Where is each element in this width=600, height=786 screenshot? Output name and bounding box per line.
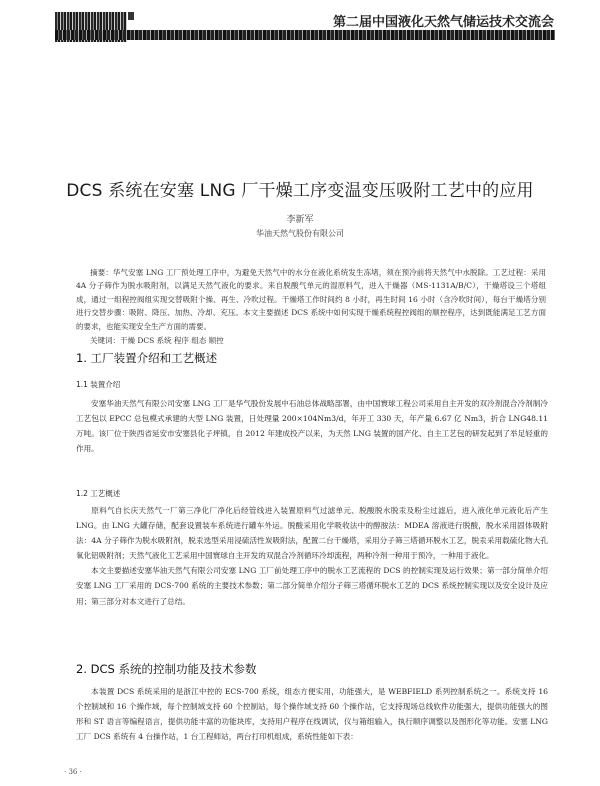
subsection-1-1-text: 安塞华油天然气有限公司安塞 LNG 工厂是华气股份发展中石油总体战略部署，由中国寰球工程公司采用自主开发的双冷剂混合冷剂制冷工艺包以 EPCC 总包模式承建的大型 LNG 装置，日处理量 200×104Nm3/d，年开工 330 天，年产量 6.67 亿 Nm3，折合 LNG48.11 万吨。该厂位于陕西省延安市安塞县化子坪镇，自 2012 年建成投产以来，为天然 LNG 装置的国产化、自主工艺包的研发起到了举足轻重的作用。: [76, 399, 548, 454]
section-1-heading: 1. 工厂装置介绍和工艺概述: [76, 351, 218, 365]
keywords: 关键词：干燥 DCS 系统 程序 组态 顺控: [90, 336, 224, 346]
page-number: · 36 ·: [64, 768, 82, 776]
subsection-1-2-heading: 1.2 工艺概述: [76, 489, 121, 498]
subsection-1-1-heading: 1.1 装置介绍: [76, 380, 121, 389]
paragraph: 原料气自长庆天然气一厂第三净化厂净化后经管线进入装置原料气过滤单元、脱酸脱水脱汞及粉尘过滤后，进入液化单元液化后产生 LNG。由 LNG 大罐存储，配套设置装车系统进行罐车外运。脱酸采用化学吸收法中的醇胺法：MDEA 溶液进行脱酸，脱水采用固体吸附法：4A 分子筛作为脱水吸附剂，脱汞选型采用浸硫活性炭吸附法，配置二台干燥塔，采用分子筛三塔循环脱水工艺，脱汞采用载硫化物大孔氧化铝吸附剂；天然气液化工艺采用中国寰球自主开发的双混合冷剂循环冷却流程，两种冷剂一种用于预冷，一种用于液化。: [76, 506, 548, 561]
subsection-1-2-text: [76, 503, 548, 609]
abstract-text: 摘要：华气安塞 LNG 工厂预处理工序中，为避免天然气中的水分在液化系统发生冻堵，须在预冷前将天然气中水脱除。工艺过程：采用 4A 分子筛作为脱水吸附剂，以满足天然气液化的要求。来自脱酸气单元的湿原料气，进入干燥器（MS-1131A/B/C），干燥塔设三个塔组成，通过一组程控阀组实现交替吸附个操、再生、冷吹过程。干燥塔工作时间约 8 小时，再生时间 16 小时（含冷吹时间），每台干燥塔分别进行交替步骤：吸附、降压、加热、冷却、充压。本文主要描述 DCS 系统中如何实现干燥系统程控阀组的顺控程序，达到既能满足工艺方面的要求，也能实现安全生产方面的需要。: [76, 268, 546, 331]
abstract: [76, 266, 546, 347]
conference-title: 第二届中国液化天然气储运技术交流会: [332, 15, 554, 30]
author: 李新军: [286, 215, 314, 225]
section-2-text: 本装置 DCS 系统采用的是浙江中控的 ECS-700 系统，组态方便实用，功能强大，是 WEBFIELD 系列控制系统之一。系统支持 16 个控制域和 16 个操作域，每个控制域支持 60 个控制站，每个操作域支持 60 个操作站，它支持现场总线软件功能强大，提供功能强大的图形和 ST 语言等编程语言，提供功能丰富的功能块库，支持用户程序在线调试，仪与箱组输入，执行顺序调整以及图形化等功能。安塞 LNG 工厂 DCS 系统有 4 台操作站，1 台工程师站，两台打印机组成，系统性能如下表：: [76, 687, 548, 742]
header-bar: [55, 30, 555, 40]
logo-mark: [128, 12, 134, 20]
paragraph: 本文主要描述安塞华油天然气有限公司安塞 LNG 工厂前处理工序中的脱水工艺流程的 DCS 的控制实现及运行效果；第一部分简单介绍安塞 LNG 工厂采用的 DCS-700 系统的主要技术参数；第二部分简单介绍分子筛三塔循环脱水工艺的 DCS 系统控制实现以及安全设计及应用；第三部分对本文进行了总结。: [76, 566, 548, 606]
affiliation: 华油天然气股份有限公司: [256, 229, 344, 238]
section-2-heading: 2. DCS 系统的控制功能及技术参数: [76, 662, 257, 676]
paper-title: DCS 系统在安塞 LNG 厂干燥工序变温变压吸附工艺中的应用: [66, 181, 534, 201]
